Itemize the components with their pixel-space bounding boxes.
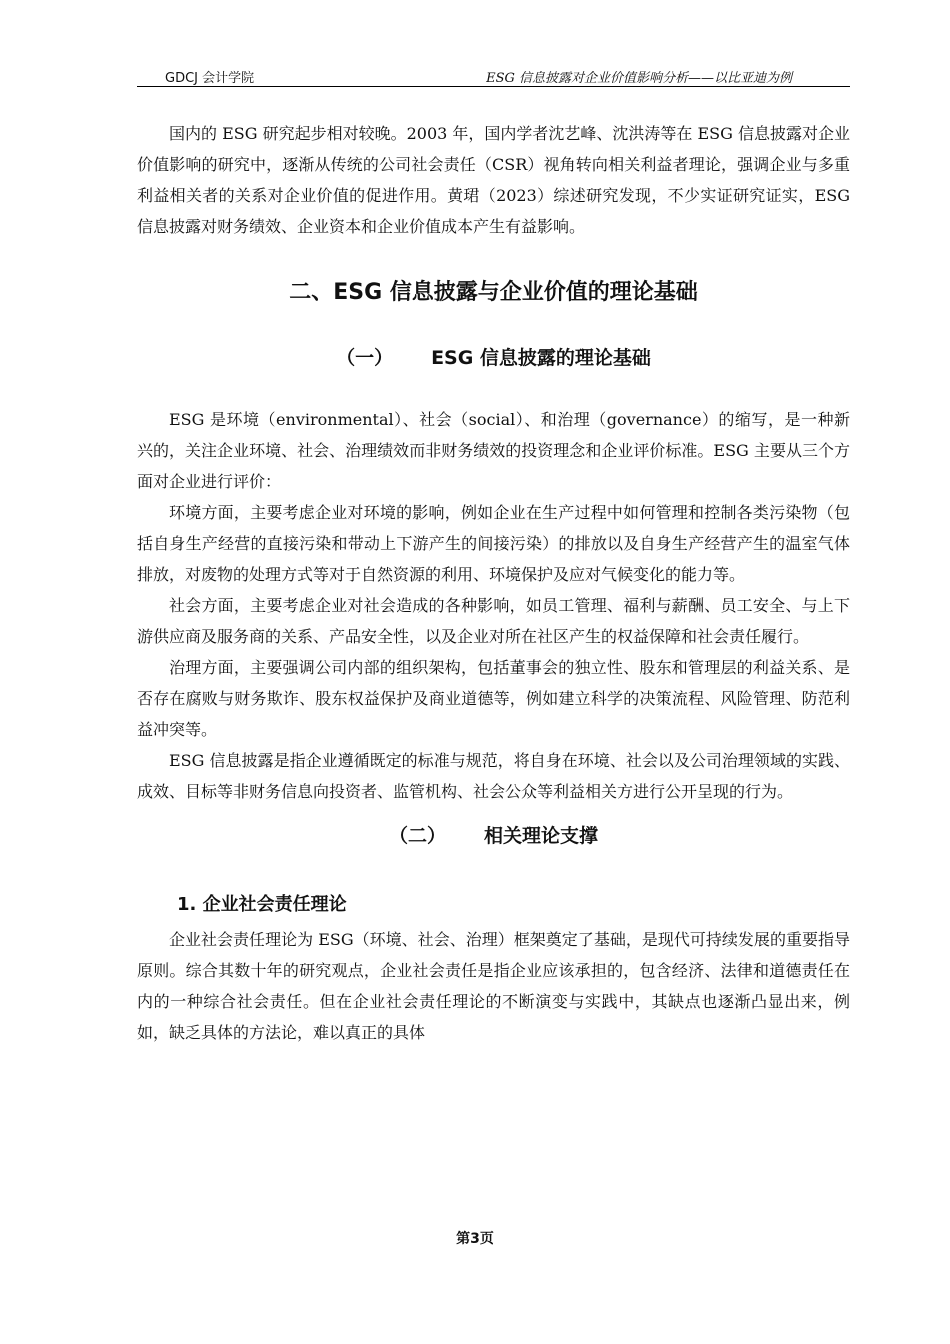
subsection-title: 相关理论支撑: [483, 825, 598, 847]
intro-paragraph: 国内的 ESG 研究起步相对较晚。2003 年，国内学者沈艺峰、沈洪涛等在 ESG 信息披露对企业价值影响的研究中，逐渐从传统的公司社会责任（CSR）视角转向相关利益者理论，强调企业与多重利益相关者的关系对企业价值的促进作用。黄珺（2023）综述研究发现，不少实证研究证实，ESG 信息披露对财务绩效、企业资本和企业价值成本产生有益影响。: [137, 124, 850, 236]
paragraph: ESG 是环境（environmental）、社会（social）、和治理（governance）的缩写，是一种新兴的，关注企业环境、社会、治理绩效而非财务绩效的投资理念和企业评价标准。ESG 主要从三个方面对企业进行评价：: [137, 410, 850, 491]
header-document-title: ESG 信息披露对企业价值影响分析——以比亚迪为例: [486, 71, 792, 86]
page-header: [137, 64, 850, 87]
subsection-heading-2: [137, 821, 850, 848]
subsection-title: ESG 信息披露的理论基础: [431, 347, 651, 369]
subsection-heading-1: [137, 343, 850, 370]
section-heading: 二、ESG 信息披露与企业价值的理论基础: [289, 280, 698, 305]
paragraph: 企业社会责任理论为 ESG（环境、社会、治理）框架奠定了基础，是现代可持续发展的重要指导原则。综合其数十年的研究观点，企业社会责任是指企业应该承担的，包含经济、法律和道德责任在内的一种综合社会责任。但在企业社会责任理论的不断演变与实践中，其缺点也逐渐凸显出来，例如，缺乏具体的方法论，难以真正的具体: [137, 930, 850, 1042]
item-heading: 1. 企业社会责任理论: [177, 894, 347, 915]
paragraph: 社会方面，主要考虑企业对社会造成的各种影响，如员工管理、福利与薪酬、员工安全、与上下游供应商及服务商的关系、产品安全性，以及企业对所在社区产生的权益保障和社会责任履行。: [137, 596, 850, 646]
page-number: 第3页: [456, 1231, 494, 1247]
paragraph: ESG 信息披露是指企业遵循既定的标准与规范，将自身在环境、社会以及公司治理领域的实践、成效、目标等非财务信息向投资者、监管机构、社会公众等利益相关方进行公开呈现的行为。: [137, 751, 850, 801]
header-institution: GDCJ 会计学院: [165, 71, 255, 86]
subsection-number: （一）: [336, 347, 394, 369]
paragraph: 环境方面，主要考虑企业对环境的影响，例如企业在生产过程中如何管理和控制各类污染物（包括自身生产经营的直接污染和带动上下游产生的间接污染）的排放以及自身生产经营产生的温室气体排放，对废物的处理方式等对于自然资源的利用、环境保护及应对气候变化的能力等。: [137, 503, 850, 584]
page-body: [137, 118, 850, 1048]
subsection-1-body: [137, 404, 850, 807]
paragraph: 治理方面，主要强调公司内部的组织架构，包括董事会的独立性、股东和管理层的利益关系、是否存在腐败与财务欺诈、股东权益保护及商业道德等，例如建立科学的决策流程、风险管理、防范利益冲突等。: [137, 658, 850, 739]
subsection-number: （二）: [388, 825, 446, 847]
